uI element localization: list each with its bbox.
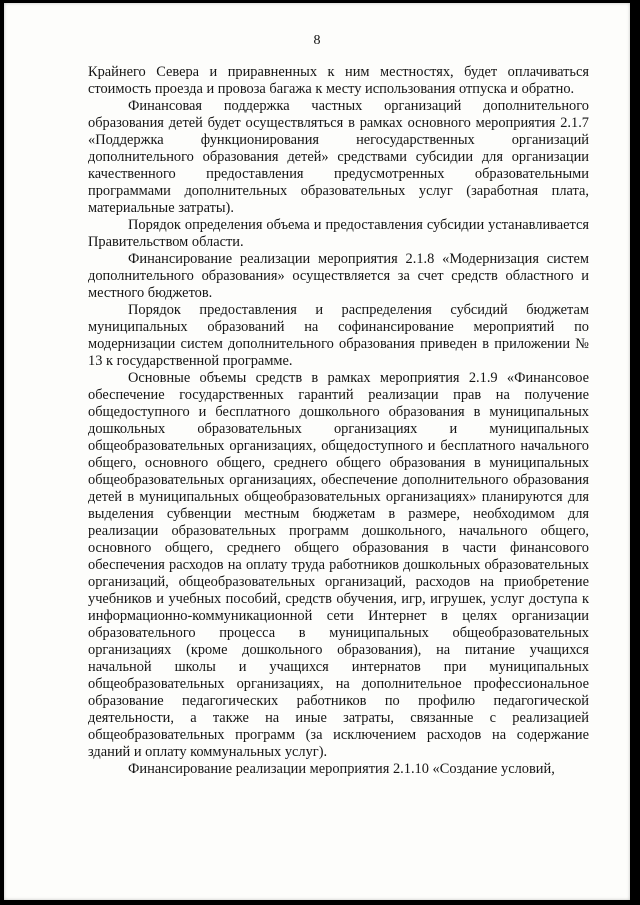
paragraph-measure-2-1-8-funding: Финансирование реализации мероприятия 2.1.8 «Модернизация систем дополнительного образования» осуществляется за счет средств областного и местного бюджетов.	[88, 251, 589, 301]
paragraph-measure-2-1-9-volumes: Основные объемы средств в рамках мероприятия 2.1.9 «Финансовое обеспечение государственных гарантий реализации прав на получение общедоступного и бесплатного дошкольного образования в муниципальных дошкольных образовательных организациях и муниципальных общеобразовательных организациях, общедоступного и бесплатного начального общего, основного общего, среднего общего образования в муниципальных общеобразовательных организациях, обеспечение дополнительного образования детей в муниципальных общеобразовательных организациях» планируются для выделения субвенции местным бюджетам в размере, необходимом для реализации образовательных программ дошкольного, начального общего, основного общего, среднего общего образования в части финансового обеспечения расходов на оплату труда работников дошкольных образовательных организаций, общеобразовательных организаций, расходов на приобретение учебников и учебных пособий, средств обучения, игр, игрушек, услуг доступа к информационно-коммуникационной сети Интернет в целях организации образовательного процесса в муниципальных общеобразовательных организациях (кроме дошкольного образования), на питание учащихся начальной школы и учащихся интернатов при муниципальных общеобразовательных организациях, на дополнительное профессиональное образование педагогических работников по профилю педагогической деятельности, а также на иные затраты, связанные с реализацией общеобразовательных программ (за исключением расходов на содержание зданий и оплату коммунальных услуг).	[88, 370, 589, 760]
document-body	[88, 64, 589, 778]
paragraph-measure-2-1-10-funding: Финансирование реализации мероприятия 2.1.10 «Создание условий,	[128, 761, 555, 777]
paragraph-subsidy-distribution: Порядок предоставления и распределения субсидий бюджетам муниципальных образований на софинансирование мероприятий по модернизации систем дополнительного образования приведен в приложении № 13 к государственной программе.	[88, 302, 589, 369]
paragraph-subsidy-procedure: Порядок определения объема и предоставления субсидии устанавливается Правительством области.	[88, 217, 589, 250]
paragraph-travel-compensation: Крайнего Севера и приравненных к ним местностях, будет оплачиваться стоимость проезда и провоза багажа к месту использования отпуска и обратно.	[88, 64, 589, 97]
document-page	[4, 3, 630, 900]
paragraph-private-organizations-support: Финансовая поддержка частных организаций дополнительного образования детей будет осуществляться в рамках основного мероприятия 2.1.7 «Поддержка функционирования негосударственных организаций дополнительного образования детей» средствами субсидии для организации качественного предоставления предусмотренных образовательными программами дополнительных образовательных услуг (заработная плата, материальные затраты).	[88, 98, 589, 216]
page-number: 8	[313, 33, 321, 48]
